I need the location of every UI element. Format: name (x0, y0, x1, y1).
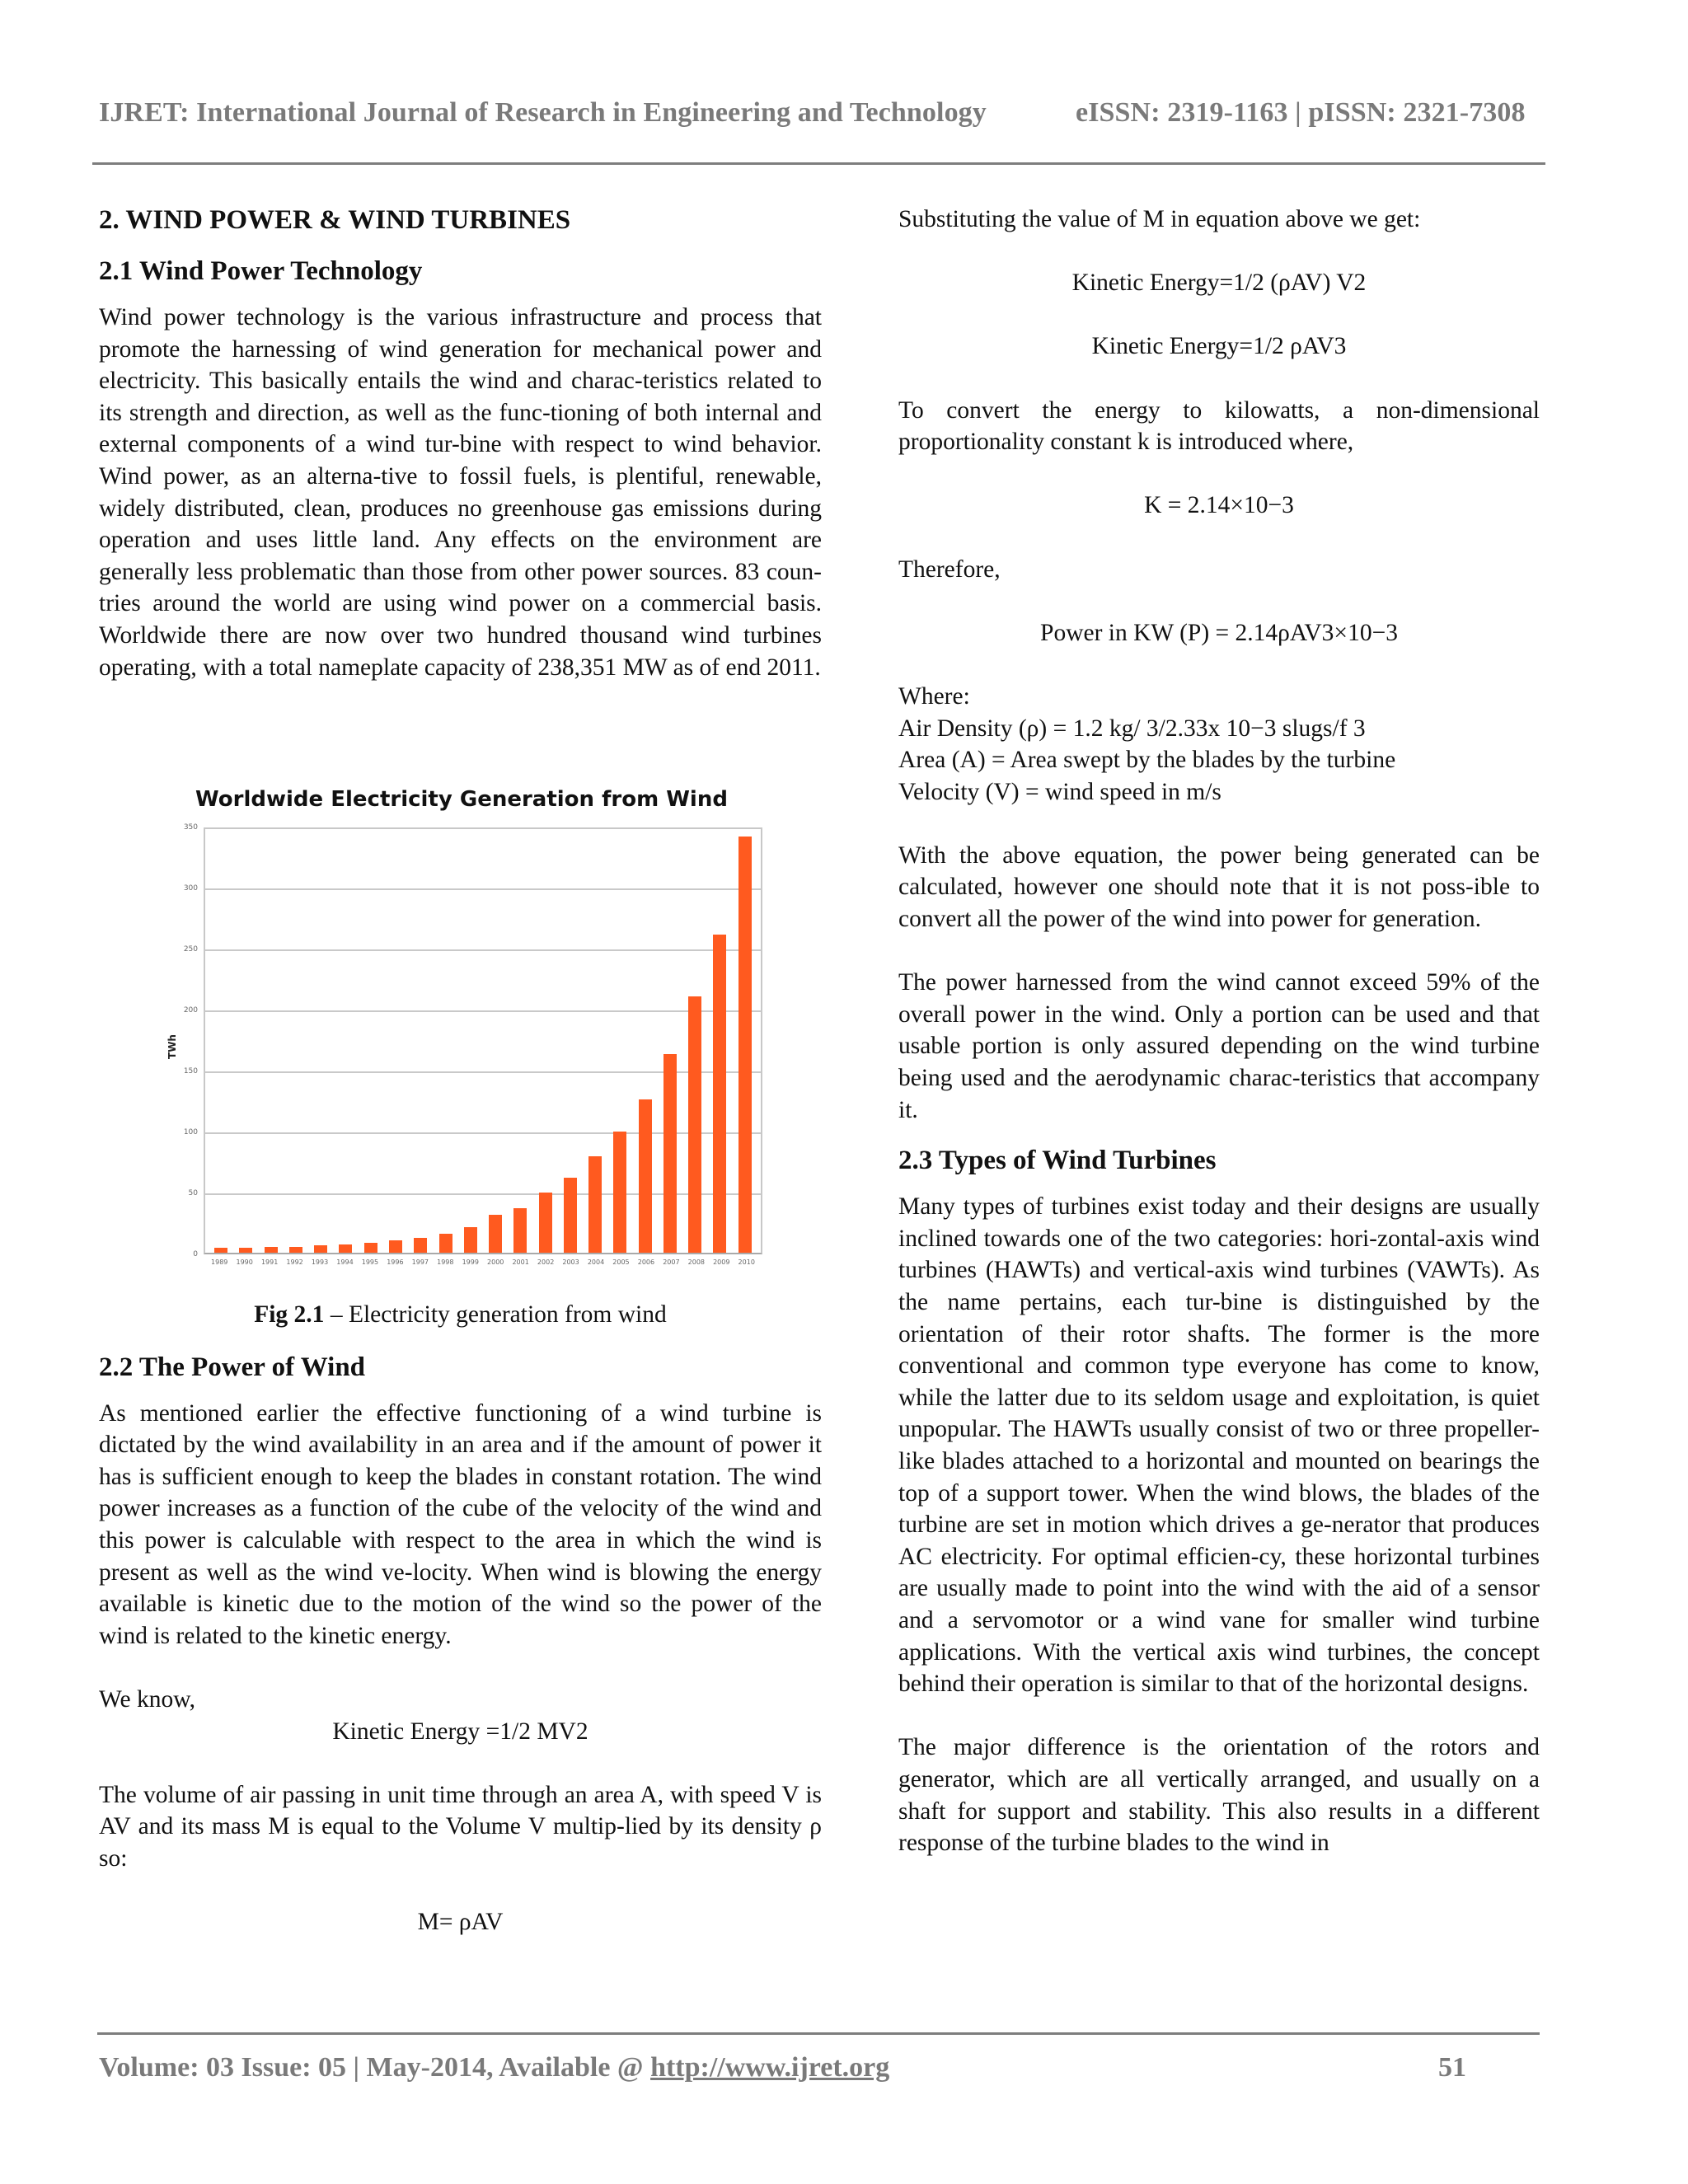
header-rule (92, 162, 1545, 165)
subsection-2-3-title: 2.3 Types of Wind Turbines (898, 1146, 1217, 1176)
y-tick: 0 (193, 1250, 198, 1258)
bar-2001 (513, 1208, 527, 1253)
substituting-text: Substituting the value of M in equation above we get: (898, 206, 1421, 232)
footer-volume-info (99, 2052, 889, 2083)
bar-1989 (214, 1248, 227, 1253)
x-tick: 1990 (236, 1258, 253, 1266)
bar-2002 (539, 1193, 552, 1253)
x-tick: 1999 (462, 1258, 479, 1266)
y-tick: 200 (183, 1006, 198, 1015)
y-tick: 150 (183, 1067, 198, 1076)
x-tick: 2001 (512, 1258, 529, 1266)
air-density-definition: Air Density (ρ) = 1.2 kg/ 3/2.33x 10−3 slugs/f 3 (898, 715, 1366, 742)
bar-2006 (639, 1099, 652, 1254)
bar-2005 (613, 1132, 626, 1253)
turbine-types-paragraph: Many types of turbines exist today and their designs are usually inclined towards one of the two categories: hori-zontal-axis wind turbines (HAWTs) and vertical-axis wind turbines (VAWTs). As the name pertains, each tur-bine is distinguished by the orientation of their rotor shafts. The former is the more conventional and common type everyone has come to know, while the latter due to its seldom usage and exploitation, is quiet unpopular. The HAWTs usually consist of two or three propeller-like blades attached to a horizontal and mounted on bearings the top of a support tower. When the wind blows, the blades of the turbine are set in motion which drives a ge-nerator that produces AC electricity. For optimal efficien-cy, these horizontal turbines are usually made to point into the wind with the aid of a sensor and a servomotor or a wind vane for smaller wind turbine applications. With the vertical axis wind turbines, the concept behind their operation is similar to that of the horizontal designs. (898, 1193, 1540, 1698)
kinetic-energy-equation-1: Kinetic Energy=1/2 (ρAV) V2 (1071, 269, 1367, 297)
y-tick: 350 (183, 823, 198, 832)
x-tick: 2007 (663, 1258, 680, 1266)
bar-1998 (439, 1234, 452, 1253)
k-constant-equation: K = 2.14×10−3 (1144, 492, 1294, 519)
x-tick: 1993 (311, 1258, 329, 1266)
x-tick: 1992 (286, 1258, 303, 1266)
journal-link[interactable]: http://www.ijret.org (650, 2052, 890, 2083)
bar-1996 (389, 1240, 402, 1253)
kinetic-energy-equation: Kinetic Energy =1/2 MV2 (332, 1718, 588, 1745)
left-column (99, 204, 822, 683)
bar-1999 (464, 1227, 477, 1253)
x-tick: 2000 (487, 1258, 504, 1266)
footer-rule (97, 2032, 1540, 2035)
bar-1991 (265, 1247, 278, 1253)
where-text: Where: (898, 682, 970, 710)
plot-area (204, 827, 762, 1254)
convert-paragraph: To convert the energy to kilowatts, a non-dimensional proportionality constant k is introduced where, (898, 396, 1540, 456)
mass-equation: M= ρAV (417, 1909, 504, 1936)
y-tick: 300 (183, 884, 198, 893)
x-tick: 2003 (562, 1258, 579, 1266)
x-tick: 1998 (437, 1258, 454, 1266)
area-definition: Area (A) = Area swept by the blades by the turbine (898, 747, 1396, 774)
x-tick: 1991 (260, 1258, 279, 1266)
journal-title: IJRET: International Journal of Research in Engineering and Technology (99, 97, 987, 128)
figure-caption (99, 1299, 822, 1331)
x-tick: 1997 (411, 1258, 429, 1266)
calculation-paragraph: With the above equation, the power being generated can be calculated, however one should note that it is not poss-ible to convert all the power of the wind into power for generation. (898, 841, 1540, 933)
kinetic-energy-equation-2: Kinetic Energy=1/2 ρAV3 (1091, 333, 1347, 360)
x-tick: 2010 (738, 1258, 755, 1266)
vawt-difference-paragraph: The major difference is the orientation of the rotors and generator, which are all vertically arranged, and usually on a shaft for support and stability. This also results in a different response of the turbine blades to the wind in (898, 1734, 1540, 1857)
x-tick: 2009 (713, 1258, 730, 1266)
bar-1990 (239, 1248, 252, 1253)
bar-2004 (588, 1156, 602, 1253)
y-axis-label: TWh (166, 1034, 178, 1059)
bar-series (205, 829, 761, 1253)
bar-1994 (339, 1244, 352, 1253)
subsection-2-1-title: 2.1 Wind Power Technology (99, 256, 423, 286)
volume-issue-text: Volume: 03 Issue: 05 | May-2014, Available @ (99, 2052, 651, 2083)
x-tick: 1989 (211, 1258, 228, 1266)
x-tick: 2002 (537, 1258, 555, 1266)
bar-1995 (364, 1243, 377, 1253)
power-of-wind-paragraph: As mentioned earlier the effective functioning of a wind turbine is dictated by the wind availability in an area and if the amount of power it has is sufficient enough to keep the blades in constant rotation. The wind power increases as a function of the cube of the velocity of the wind and this power is calculable with respect to the area in which the wind is present as well as the wind ve-locity. When wind is blowing the energy available is kinetic due to the motion of the wind so the power of the wind is related to the kinetic energy. (99, 1399, 822, 1649)
figure-caption-text: – Electricity generation from wind (324, 1301, 667, 1328)
wind-generation-chart (148, 779, 775, 1273)
x-axis-ticks (204, 1258, 762, 1266)
velocity-definition: Velocity (V) = wind speed in m/s (898, 778, 1221, 805)
therefore-text: Therefore, (898, 555, 1001, 583)
y-tick: 250 (183, 945, 198, 954)
y-tick: 100 (183, 1128, 198, 1137)
volume-paragraph: The volume of air passing in unit time through an area A, with speed V is AV and its mass M is equal to the Volume V multip-lied by its density ρ so: (99, 1781, 822, 1872)
bar-2007 (663, 1054, 677, 1253)
left-column-lower (99, 1299, 822, 1938)
subsection-2-2-title: 2.2 The Power of Wind (99, 1352, 366, 1382)
wind-power-technology-paragraph: Wind power technology is the various infrastructure and process that promote the harnessing of wind generation for mechanical power and electricity. This basically entails the wind and charac-teristics related to its strength and direction, as well as the func-tioning of both internal and external components of a wind tur-bine with respect to wind behavior. Wind power, as an alterna-tive to fossil fuels, is plentiful, renewable, widely distributed, clean, produces no greenhouse gas emissions during operation and uses little land. Any effects on the environment are generally less problematic than those from other power sources. 83 coun-tries around the world are using wind power on a commercial basis. Worldwide there are now over two hundred thousand wind turbines operating, with a total nameplate capacity of 238,351 MW as of end 2011. (99, 304, 822, 681)
x-tick: 2006 (637, 1258, 655, 1266)
bar-2000 (489, 1215, 502, 1253)
x-tick: 1996 (387, 1258, 404, 1266)
x-tick: 1995 (361, 1258, 379, 1266)
power-equation: Power in KW (P) = 2.14ρAV3×10−3 (1040, 619, 1398, 646)
section-title: 2. WIND POWER & WIND TURBINES (99, 205, 571, 235)
bar-1997 (414, 1238, 427, 1253)
bar-1992 (289, 1247, 302, 1253)
we-know-text: We know, (99, 1685, 195, 1713)
bar-2003 (564, 1178, 577, 1253)
bar-2009 (713, 935, 726, 1253)
x-tick: 1994 (336, 1258, 354, 1266)
x-tick: 2004 (587, 1258, 605, 1266)
page-number: 51 (1438, 2052, 1466, 2083)
chart-title: Worldwide Electricity Generation from Wind (195, 787, 728, 812)
x-tick: 2008 (687, 1258, 705, 1266)
y-tick: 50 (188, 1189, 198, 1197)
issn-info: eISSN: 2319-1163 | pISSN: 2321-7308 (1076, 97, 1526, 128)
bar-1993 (314, 1245, 327, 1253)
bar-2008 (688, 996, 701, 1253)
right-column (898, 204, 1540, 1859)
x-tick: 2005 (612, 1258, 630, 1266)
figure-label: Fig 2.1 (254, 1301, 325, 1328)
betz-limit-paragraph: The power harnessed from the wind cannot exceed 59% of the overall power in the wind. Only a portion can be used and that usable portion is only assured depending on the wind turbine being used and the aerodynamic charac-teristics that accompany it. (898, 969, 1540, 1123)
bar-2010 (738, 837, 752, 1253)
